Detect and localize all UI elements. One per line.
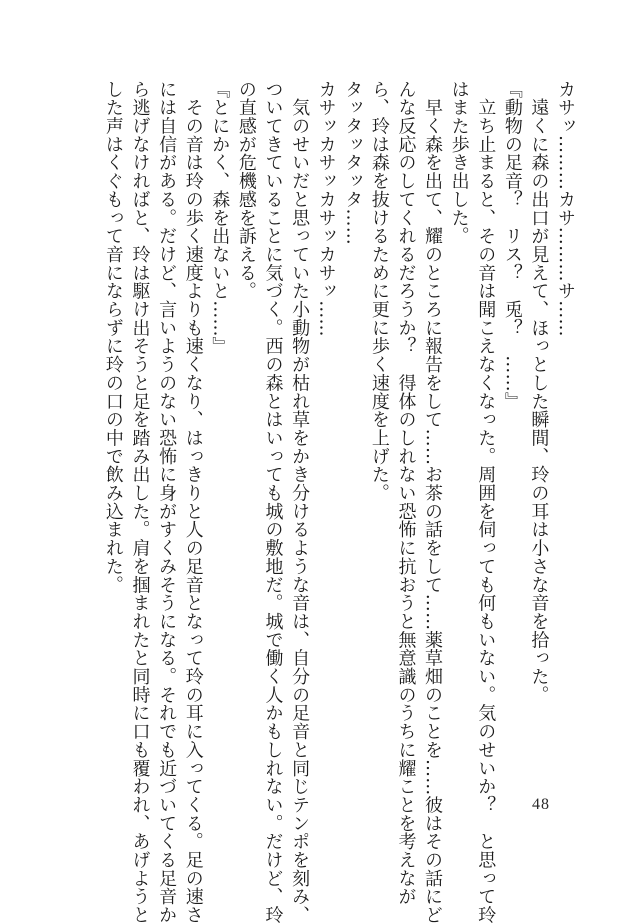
text-line: んな反応のしてくれるだろうか？ 得体のしれない恐怖に抗おうと無意識のうちに耀ことを考えなが (395, 80, 417, 906)
text-line: その音は玲の歩く速度よりも速くなり、はっきりと人の足音となって玲の耳に入ってくる。足の速さ (182, 80, 204, 924)
text-line: ついてきていることに気づく。西の森とはいっても城の敷地だ。城で働く人かもしれない。だけど、玲 (262, 80, 284, 924)
text-line: 立ち止まると、その音は聞こえなくなった。周囲を伺っても何もいない。気のせいか？ と思って玲 (475, 80, 497, 924)
text-line: には自信がある。だけど、言いようのない恐怖に身がすくみそうになる。それでも近づいてくる足音か (156, 80, 178, 924)
text-line: 遠くに森の出口が見えて、ほっとした瞬間、玲の耳は小さな音を拾った。 (528, 80, 550, 704)
text-line: ら逃げなければと、玲は駆け出そうと足を踏み出した。肩を掴まれたと同時に口も覆われ、あげようと (129, 80, 151, 924)
text-line: 『とにかく、森を出ないと……』 (209, 80, 231, 356)
text-line: はまた歩き出した。 (448, 80, 470, 246)
text-line: 『動物の足音？ リス？ 兎？ ……』 (501, 80, 523, 411)
text-line: の直感が危機感を訴える。 (235, 80, 257, 301)
page-number: 48 (532, 796, 550, 813)
text-line: タッタッタッタ…… (342, 80, 364, 246)
text-line: 早く森を出て、耀のところに報告をして……お茶の話をして……薬草畑のことを……彼はその話にど (422, 80, 444, 924)
text-line: した声はくぐもって音にならずに玲の口の中で飲み込まれた。 (102, 80, 124, 594)
text-line: 気のせいだと思っていた小動物が枯れ草をかき分けるような音は、自分の足音と同じテンポを刻み、 (289, 80, 311, 924)
text-line: カサッ………カサ………サ…… (555, 80, 576, 337)
text-line: ら、玲は森を抜けるために更に歩く速度を上げた。 (368, 80, 390, 503)
text-line: カサッカサッカサッカサッ…… (315, 80, 337, 337)
